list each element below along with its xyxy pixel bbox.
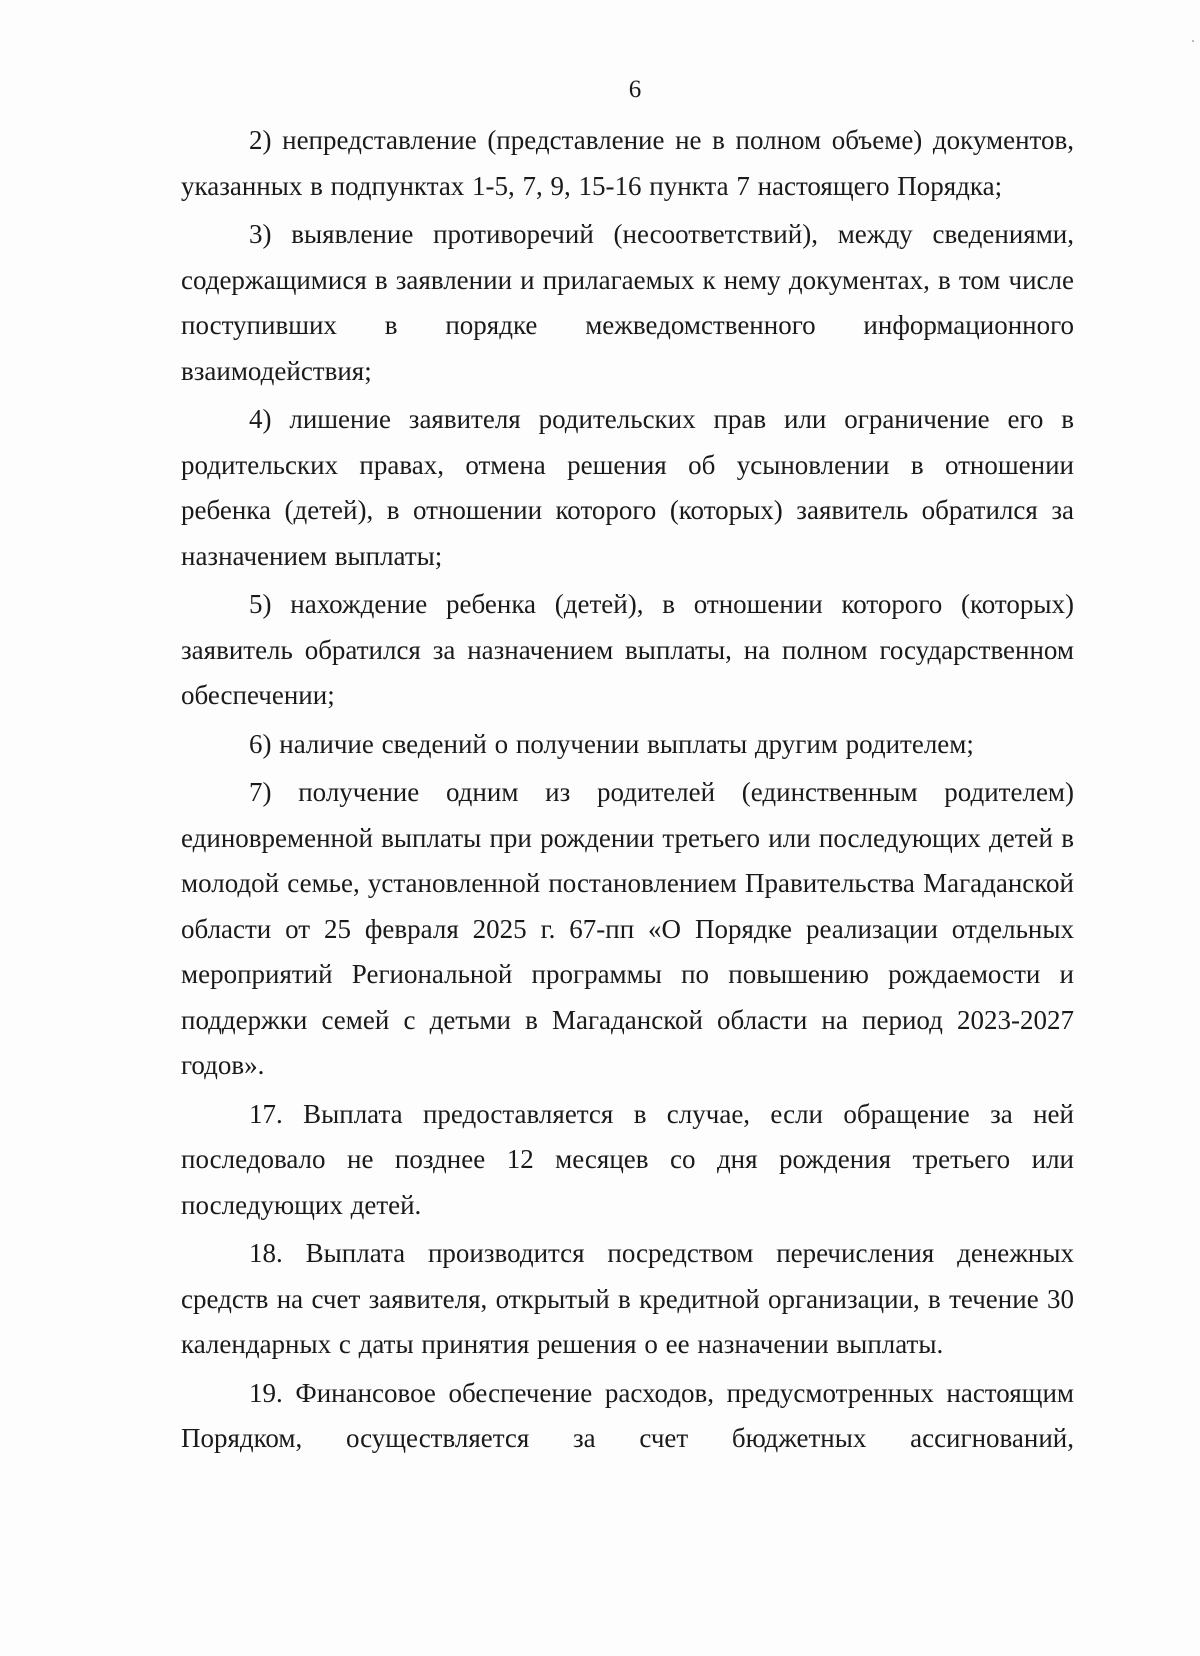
clause-19: 19. Финансовое обеспечение расходов, предусмотренных настоящим Порядком, осуществляется за счет бюджетных ассигнований, [181, 1377, 1074, 1453]
page-number: 6 [628, 76, 642, 103]
list-item-6-other-parent: 6) наличие сведений о получении выплаты другим родителем; [249, 728, 974, 759]
document-body [181, 118, 1074, 1462]
list-item-4-deprivation-of-rights: 4) лишение заявителя родительских прав или ограничение его в родительских правах, отмена решения об усыновлении в отношении ребенка (детей), в отношении которого (которых) заявитель обратился за назначением выплаты; [181, 404, 1074, 571]
clause-17: 17. Выплата предоставляется в случае, если обращение за ней последовало не позднее 12 месяцев со дня рождения третьего или последующих детей. [181, 1098, 1074, 1220]
list-item-2-incomplete-documents: 2) непредставление (представление не в полном объеме) документов, указанных в подпунктах 1-5, 7, 9, 15-16 пункта 7 настоящего Порядка; [181, 125, 1074, 201]
list-item-5-state-support: 5) нахождение ребенка (детей), в отношении которого (которых) заявитель обратился за назначением выплаты, на полном государственном обеспечении; [181, 589, 1074, 710]
list-item-3-contradictions: 3) выявление противоречий (несоответствий), между сведениями, содержащимися в заявлении и прилагаемых к нему документах, в том числе поступивших в порядке межведомственного информационного взаимодействия; [181, 219, 1074, 386]
clause-18: 18. Выплата производится посредством перечисления денежных средств на счет заявителя, открытый в кредитной организации, в течение 30 календарных с даты принятия решения о ее назначении выплаты. [181, 1238, 1074, 1359]
scan-speck [1192, 40, 1194, 42]
list-item-7-one-time-payment: 7) получение одним из родителей (единственным родителем) единовременной выплаты при рождении третьего или последующих детей в молодой семье, установленной постановлением Правительства Магаданской области от 25 февраля 2025 г. 67-пп «О Порядке реализации отдельных мероприятий Региональной программы по повышению рождаемости и поддержки семей с детьми в Магаданской области на период 2023-2027 годов». [181, 777, 1074, 1080]
